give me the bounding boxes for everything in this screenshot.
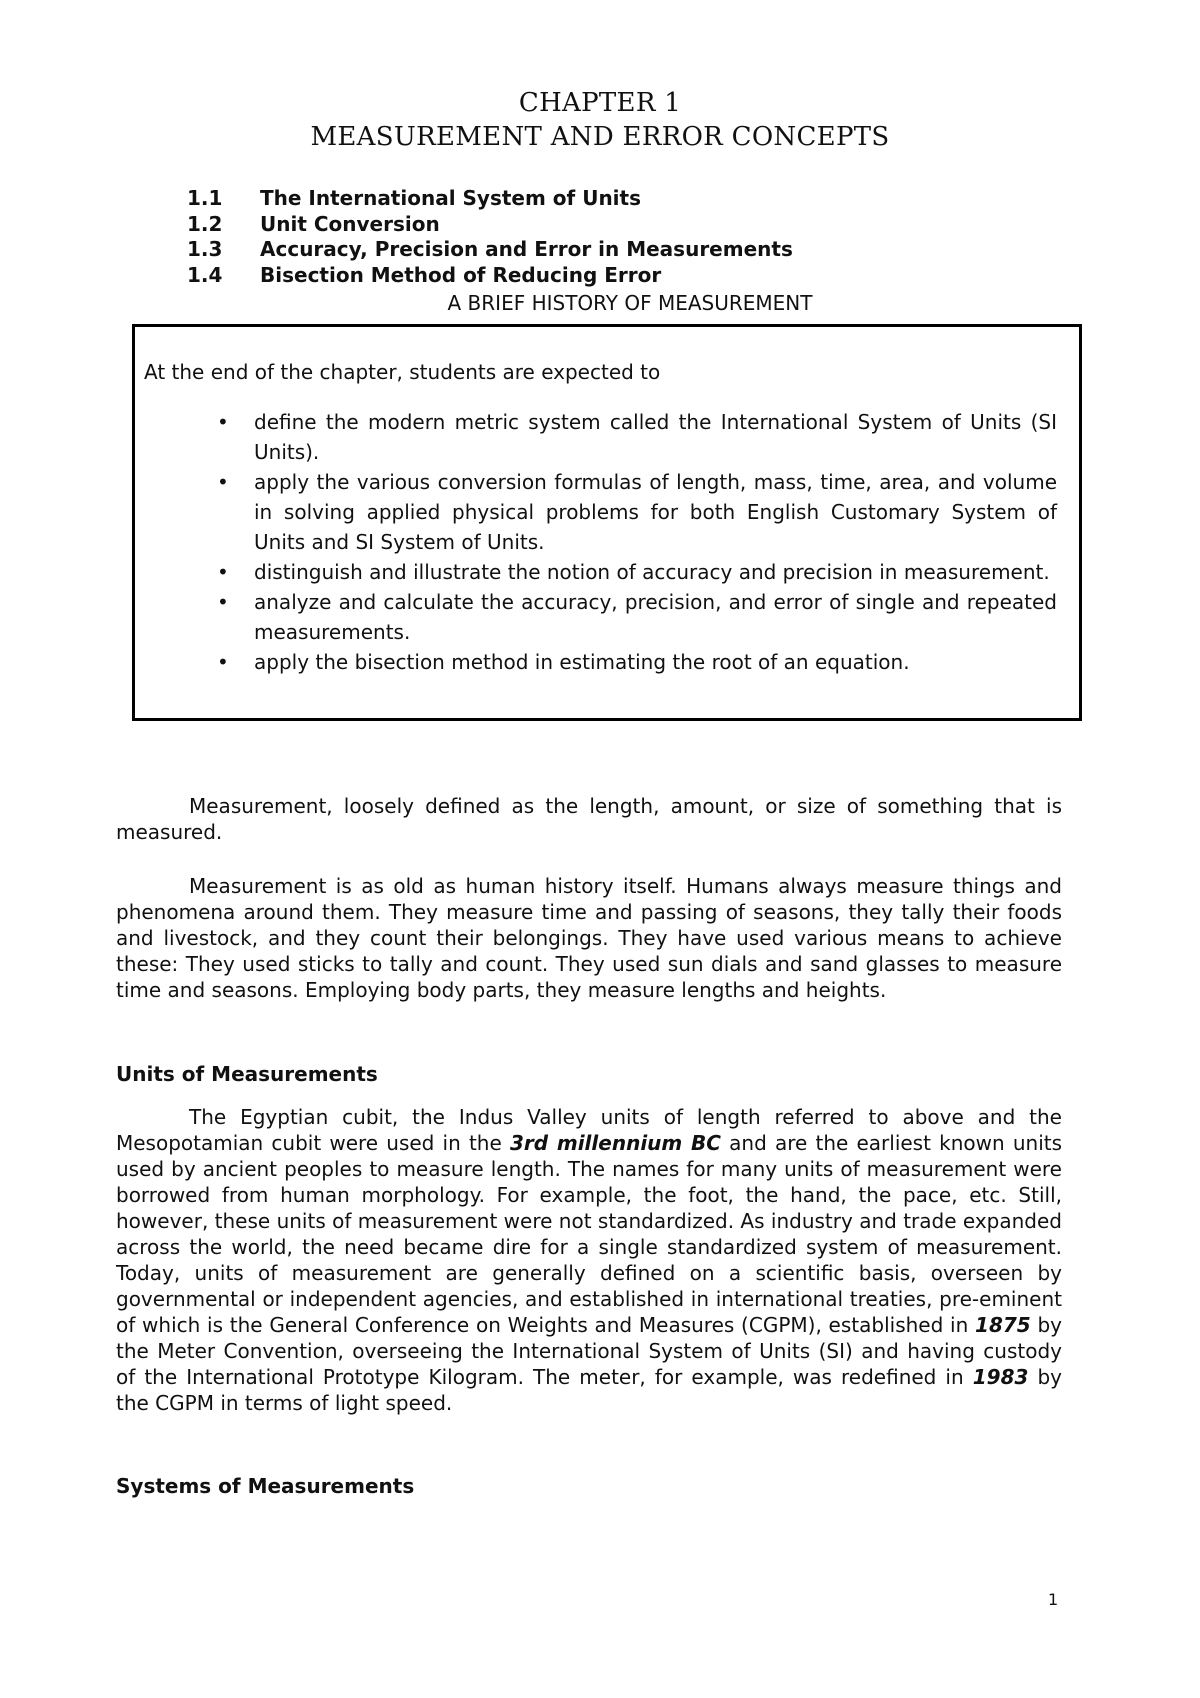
objective-text: apply the bisection method in estimating the root of an equation.: [254, 650, 910, 674]
page-number: 1: [1048, 1590, 1059, 1609]
toc-item: [187, 186, 793, 212]
units-text-2: and are the earliest known units used by ancient peoples to measure length. The names for many units of measurement were borrowed from human morphology. For example, the foot, the hand, the pace, etc. Still, however, these units of measurement were not standardized. As industry and trade expanded across the world, the need became dire for a single standardized system of measurement. Today, units of measurement are generally defined on a scientific basis, overseen by governmental or independent agencies, and established in international treaties, pre-eminent of which is the General Conference on Weights and Measures (CGPM), established in: [116, 1131, 1063, 1337]
toc-item: [187, 212, 793, 238]
toc-item: [187, 237, 793, 263]
toc-item-number: 1.1: [187, 186, 223, 210]
bullet-icon: •: [217, 590, 229, 614]
units-text-1: The Egyptian cubit, the Indus Valley units of length referred to above and the Mesopotamian cubit were used in the: [116, 1105, 1062, 1155]
objective-item: [135, 407, 1079, 467]
bullet-icon: •: [217, 410, 229, 434]
toc-item-number: 1.3: [187, 237, 223, 261]
objective-text: define the modern metric system called the International System of Units (SI Units).: [254, 410, 1057, 464]
year-emphasis: 1875: [975, 1313, 1031, 1337]
objective-item: [135, 587, 1079, 647]
era-emphasis: 3rd millennium BC: [509, 1131, 721, 1155]
systems-heading: Systems of Measurements: [116, 1474, 415, 1498]
year-emphasis: 1983: [972, 1365, 1029, 1389]
toc-item-label: Bisection Method of Reducing Error: [260, 262, 662, 287]
toc-item: [187, 263, 793, 289]
learning-objectives-box: [132, 324, 1082, 721]
objective-text: analyze and calculate the accuracy, precision, and error of single and repeated measurements.: [254, 590, 1057, 644]
definition-paragraph: Measurement, loosely defined as the length, amount, or size of something that is measured.: [116, 794, 1062, 844]
chapter-title: MEASUREMENT AND ERROR CONCEPTS: [310, 122, 890, 152]
toc-item-label: The International System of Units: [260, 186, 641, 210]
units-text-4: by the CGPM in terms of light speed.: [116, 1365, 1062, 1415]
units-heading: Units of Measurements: [116, 1062, 378, 1086]
table-of-contents: [187, 186, 793, 288]
toc-item-number: 1.2: [187, 211, 223, 236]
objective-item: [135, 467, 1079, 557]
bullet-icon: •: [217, 650, 229, 674]
objectives-intro: At the end of the chapter, students are expected to: [144, 360, 661, 384]
toc-item-number: 1.4: [187, 262, 223, 287]
bullet-icon: •: [217, 560, 229, 584]
history-paragraph: Measurement is as old as human history itself. Humans always measure things and phenomena around them. They measure time and passing of seasons, they tally their foods and livestock, and they count their belongings. They have used various means to achieve these: They used sticks to tally and count. They used sun dials and sand glasses to measure time and seasons. Employing body parts, they measure lengths and heights.: [116, 874, 1062, 1002]
toc-item-label: Unit Conversion: [260, 211, 440, 236]
units-paragraph: [116, 1104, 1062, 1416]
objective-item: [135, 647, 1079, 677]
objective-item: [135, 557, 1079, 587]
history-title: A BRIEF HISTORY OF MEASUREMENT: [447, 291, 813, 315]
objective-text: apply the various conversion formulas of length, mass, time, area, and volume in solving applied physical problems for both English Customary System of Units and SI System of Units.: [254, 470, 1057, 554]
bullet-icon: •: [217, 470, 229, 494]
toc-item-label: Accuracy, Precision and Error in Measurements: [260, 237, 793, 261]
units-text-3: by the Meter Convention, overseeing the International System of Units (SI) and having custody of the International Prototype Kilogram. The meter, for example, was redefined in: [116, 1313, 1062, 1389]
objectives-list: [135, 407, 1079, 677]
chapter-number: CHAPTER 1: [518, 88, 682, 118]
objective-text: distinguish and illustrate the notion of accuracy and precision in measurement.: [254, 560, 1050, 584]
